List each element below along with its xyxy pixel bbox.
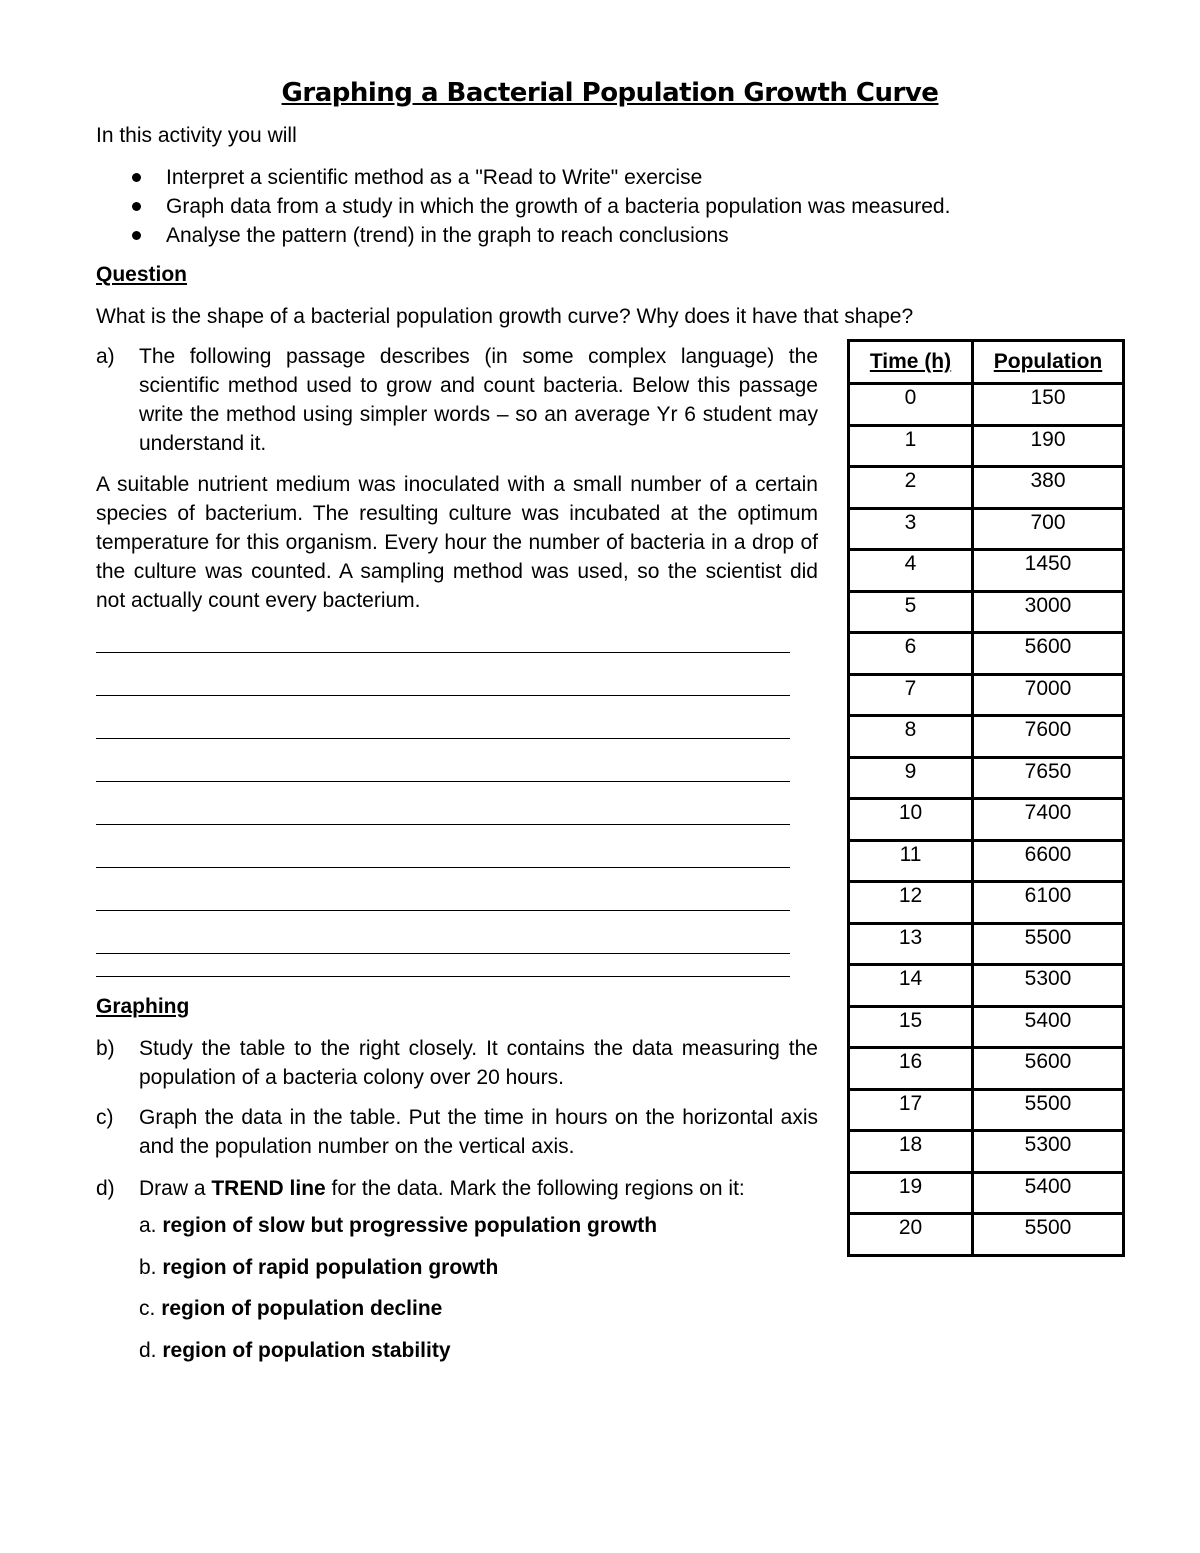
table-row <box>849 1131 1124 1173</box>
population-cell: 5500 <box>973 923 1124 965</box>
time-cell: 3 <box>849 508 973 550</box>
population-cell: 7650 <box>973 757 1124 799</box>
item-a <box>96 342 818 458</box>
table-row <box>849 1089 1124 1131</box>
intro-text: In this activity you will <box>96 124 297 147</box>
time-cell: 20 <box>849 1214 973 1256</box>
time-cell: 11 <box>849 840 973 882</box>
method-passage: A suitable nutrient medium was inoculated with a small number of a certain species of bacterium. The resulting culture was incubated at the optimum temperature for this organism. Every hour the number of bacteria in a drop of the culture was counted. A sampling method was used, so the scientist did not actually count every bacterium. <box>96 473 818 612</box>
population-data-table <box>847 339 1125 1257</box>
item-text: Graph the data in the table. Put the time in hours on the horizontal axis and the population number on the vertical axis. <box>139 1106 818 1158</box>
time-cell: 18 <box>849 1131 973 1173</box>
answer-line[interactable] <box>96 953 790 954</box>
answer-line[interactable] <box>96 738 790 739</box>
population-cell: 190 <box>973 425 1124 467</box>
region-item: d. region of population stability <box>139 1339 451 1362</box>
item-d <box>96 1174 818 1203</box>
table-row <box>849 550 1124 592</box>
answer-line[interactable] <box>96 652 790 653</box>
item-text: Study the table to the right closely. It contains the data measuring the population of a bacteria colony over 20 hours. <box>139 1037 818 1089</box>
time-cell: 19 <box>849 1172 973 1214</box>
time-cell: 17 <box>849 1089 973 1131</box>
population-cell: 6600 <box>973 840 1124 882</box>
answer-line[interactable] <box>96 910 790 911</box>
item-letter: a) <box>96 345 115 368</box>
population-cell: 7600 <box>973 716 1124 758</box>
time-cell: 9 <box>849 757 973 799</box>
bullet-icon <box>132 202 141 211</box>
table-row <box>849 923 1124 965</box>
time-cell: 13 <box>849 923 973 965</box>
graphing-heading: Graphing <box>96 995 190 1018</box>
table-row <box>849 1214 1124 1256</box>
population-cell: 6100 <box>973 882 1124 924</box>
column-header-population: Population <box>973 341 1124 384</box>
time-cell: 12 <box>849 882 973 924</box>
time-cell: 5 <box>849 591 973 633</box>
time-cell: 14 <box>849 965 973 1007</box>
population-cell: 1450 <box>973 550 1124 592</box>
population-cell: 5400 <box>973 1006 1124 1048</box>
region-item: a. region of slow but progressive population growth <box>139 1214 658 1237</box>
population-cell: 700 <box>973 508 1124 550</box>
table-row <box>849 757 1124 799</box>
table-row <box>849 882 1124 924</box>
time-cell: 2 <box>849 467 973 509</box>
population-cell: 3000 <box>973 591 1124 633</box>
time-cell: 1 <box>849 425 973 467</box>
answer-line[interactable] <box>96 695 790 696</box>
table-row <box>849 799 1124 841</box>
item-text: Draw a TREND line for the data. Mark the following regions on it: <box>139 1177 745 1200</box>
table-row <box>849 965 1124 1007</box>
item-b <box>96 1034 818 1092</box>
population-cell: 5600 <box>973 1048 1124 1090</box>
population-cell: 5500 <box>973 1214 1124 1256</box>
population-cell: 5300 <box>973 1131 1124 1173</box>
population-cell: 150 <box>973 384 1124 426</box>
region-item: b. region of rapid population growth <box>139 1256 499 1279</box>
item-letter: d) <box>96 1177 115 1200</box>
table-row <box>849 674 1124 716</box>
table-row <box>849 1172 1124 1214</box>
answer-line[interactable] <box>96 781 790 782</box>
question-heading: Question <box>96 263 188 286</box>
table-row <box>849 716 1124 758</box>
question-text: What is the shape of a bacterial population growth curve? Why does it have that shape? <box>96 305 914 328</box>
table-row <box>849 508 1124 550</box>
time-cell: 7 <box>849 674 973 716</box>
population-cell: 5300 <box>973 965 1124 1007</box>
item-letter: b) <box>96 1037 115 1060</box>
time-cell: 8 <box>849 716 973 758</box>
population-cell: 5400 <box>973 1172 1124 1214</box>
page-title: Graphing a Bacterial Population Growth Curve <box>281 78 939 108</box>
table-header-row <box>849 341 1124 384</box>
table-row <box>849 425 1124 467</box>
trend-line-emphasis: TREND line <box>211 1177 326 1200</box>
table-body <box>849 384 1124 1256</box>
table-row <box>849 840 1124 882</box>
table-row <box>849 591 1124 633</box>
time-cell: 0 <box>849 384 973 426</box>
time-cell: 15 <box>849 1006 973 1048</box>
table-row <box>849 467 1124 509</box>
table-row <box>849 384 1124 426</box>
bullet-icon <box>132 173 141 182</box>
item-text: The following passage describes (in some complex language) the scientific method used to grow and count bacteria. Below this passage write the method using simpler words – so an average Yr 6 student may understand it. <box>139 345 818 455</box>
time-cell: 10 <box>849 799 973 841</box>
column-header-time: Time (h) <box>849 341 973 384</box>
item-c <box>96 1103 818 1161</box>
time-cell: 4 <box>849 550 973 592</box>
time-cell: 6 <box>849 633 973 675</box>
population-cell: 7400 <box>973 799 1124 841</box>
item-letter: c) <box>96 1106 114 1129</box>
bullet-icon <box>132 231 141 240</box>
population-cell: 5600 <box>973 633 1124 675</box>
table-row <box>849 1006 1124 1048</box>
population-cell: 5500 <box>973 1089 1124 1131</box>
table-row <box>849 1048 1124 1090</box>
population-cell: 7000 <box>973 674 1124 716</box>
answer-line[interactable] <box>96 867 790 868</box>
answer-line[interactable] <box>96 824 790 825</box>
population-cell: 380 <box>973 467 1124 509</box>
time-cell: 16 <box>849 1048 973 1090</box>
region-item: c. region of population decline <box>139 1297 443 1320</box>
answer-line[interactable] <box>96 976 790 977</box>
table-row <box>849 633 1124 675</box>
